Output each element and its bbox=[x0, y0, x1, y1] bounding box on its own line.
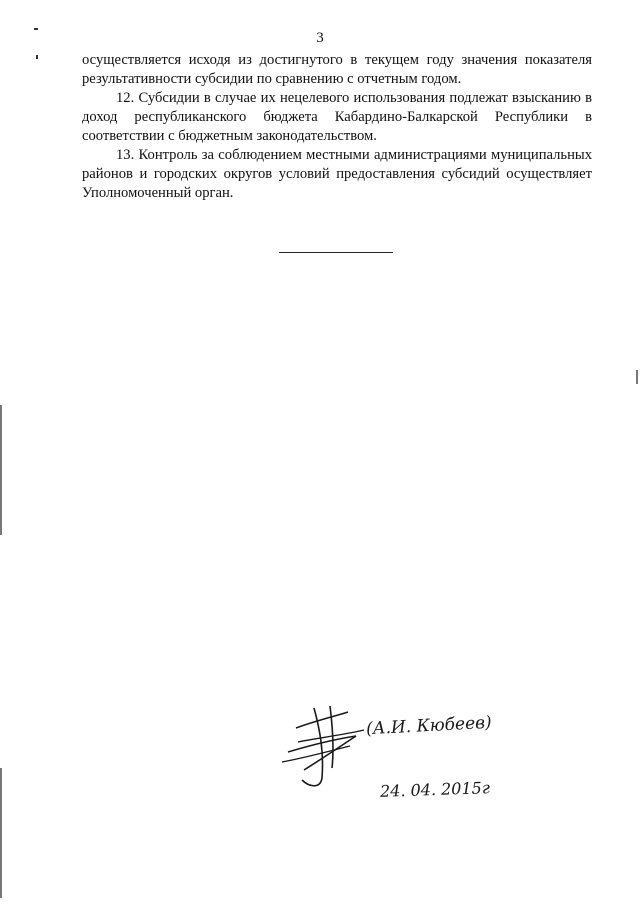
signature-date-note: 24. 04. 2015г bbox=[379, 778, 491, 801]
paragraph-13: 13. Контроль за соблюдением местными администрациями муниципальных районов и городских округов условий предоставления субсидий осуществляет Уполномоченный орган. bbox=[82, 147, 592, 201]
end-of-text-rule bbox=[279, 252, 393, 253]
document-body bbox=[82, 51, 592, 203]
scan-edge-left bbox=[0, 768, 2, 898]
scan-edge-right bbox=[636, 370, 638, 384]
page-number: 3 bbox=[316, 30, 324, 46]
scan-speck bbox=[36, 55, 38, 59]
scan-edge-left bbox=[0, 405, 2, 535]
paragraph-continuation: осуществляется исходя из достигнутого в текущем году значения показателя результативности субсидии по сравнению с отчетным годом. bbox=[82, 52, 592, 87]
paragraph-12: 12. Субсидии в случае их нецелевого использования подлежат взысканию в доход республиканского бюджета Кабардино-Балкарской Республики в соответствии с бюджетным законодательством. bbox=[82, 90, 592, 144]
signatory-name-note: (А.И. Кюбеев) bbox=[365, 712, 493, 740]
